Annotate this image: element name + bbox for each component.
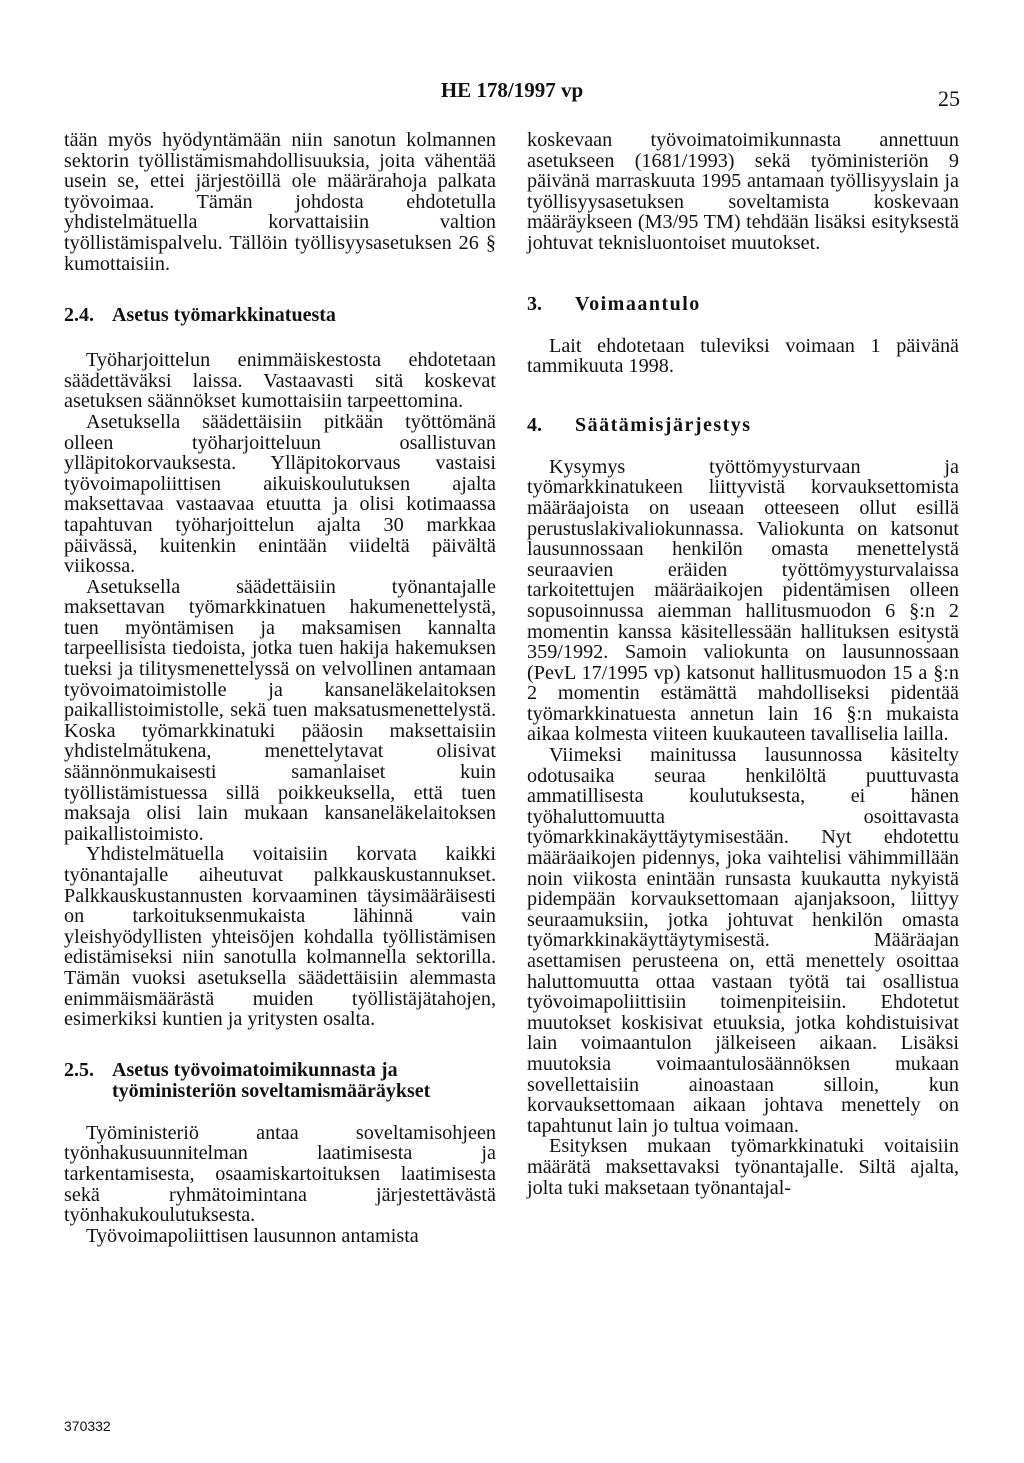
- paragraph: Lait ehdotetaan tuleviksi voimaan 1 päivänä tammikuuta 1998.: [527, 334, 959, 378]
- paragraph: Työministeriö antaa soveltamisohjeen työnhakusuunnitelman laatimisesta ja tarkentamisesta, osaamiskartoituksen laatimisesta sekä ryhmätoimintana järjestettävästä työnhakukoulutuksesta.: [64, 1121, 496, 1227]
- paragraph: Esityksen mukaan työmarkkinatuki voitaisiin määrätä maksettavaksi työnantajalle. Siltä ajalta, jolta tuki maksetaan työnantajal-: [527, 1135, 959, 1199]
- paragraph: Kysymys työttömyysturvaan ja työmarkkinatukeen liittyvistä korvauksettomista määräajoista on useaan otteeseen ollut esillä perustuslakivaliokunnassa. Valiokunta on katsonut lausunnossaan henkilön omasta menettelystä seuraavien eräiden työttömyysturvalaissa tarkoitettujen määräaikojen pidentämisen olleen sopusoinnussa aiemman hallitusmuodon 6 §:n 2 momentin kanssa käsitellessään hallituksen esitystä 359/1992. Samoin valiokunta on lausunnossaan (PevL 17/1995 vp) katsonut hallitusmuodon 15 a §:n 2 momentin estämättä mahdolliseksi pidentää työmarkkinatuesta annetun lain 16 §:n mukaista aikaa kolmesta viiteen kuukauteen tavalliselia lailla.: [527, 455, 959, 746]
- paragraph: tään myös hyödyntämään niin sanotun kolmannen sektorin työllistämismahdollisuuksia, joita vähentää usein se, ettei järjestöillä ole määrärahoja palkata työvoimaa. Tämän johdosta ehdotetulla yhdistelmätuella korvattaisiin valtion työllistämispalvelu. Tällöin työllisyysasetuksen 26 § kumottaisiin.: [64, 129, 496, 275]
- paragraph: koskevaan työvoimatoimikunnasta annettuun asetukseen (1681/1993) sekä työministeriön 9 päivänä marraskuuta 1995 antamaan työllisyyslain ja työllisyysasetuksen soveltamista koskevaan määräykseen (M3/95 TM) tehdään lisäksi esityksestä johtuvat teknisluontoiset muutokset.: [527, 129, 959, 254]
- section-title: Asetus työvoimatoimikunnasta ja työministeriön soveltamismääräykset: [112, 1058, 431, 1102]
- paragraph: Työharjoittelun enimmäiskestosta ehdotetaan säädettäväksi laissa. Vastaavasti sitä koskevat asetuksen säännökset kumottaisiin tarpeettomina.: [64, 349, 496, 413]
- section-number: 3.: [527, 292, 542, 315]
- right-column: [527, 130, 959, 1198]
- paragraph: Yhdistelmätuella voitaisiin korvata kaikki työnantajalle aiheutuvat palkkauskustannukset. Palkkauskustannusten korvaaminen täysimääräisesti on tarkoituksenmukaista lähinnä vain yleishyödyllisten yhteisöjen kohdalla työllistämisen edistämiseksi niin sanotulla kolmannella sektorilla. Tämän vuoksi asetuksella säädettäisiin alemmasta enimmäismäärästä muiden työllistäjätahojen, esimerkiksi kuntien ja yritysten osalta.: [64, 843, 496, 1031]
- section-number: 4.: [527, 413, 542, 436]
- section-number: 2.5.: [64, 1058, 94, 1081]
- section-heading-3: [527, 294, 959, 315]
- paragraph: Asetuksella säädettäisiin työnantajalle maksettavan työmarkkinatuen hakumenettelystä, tuen myöntämisen ja maksamisen kannalta tarpeellisista tiedoista, jotka tuen hakija hakemuksen tueksi ja tilitysmenettelyssä on velvollinen antamaan työvoimatoimistolle ja kansaneläkelaitoksen paikallistoimistolle, sekä tuen maksatusmenettelystä. Koska työmarkkinatuki pääosin maksettaisiin yhdistelmätukena, menettelytavat olisivat säännönmukaisesti samanlaiset kuin työllistämistuessa sillä poikkeuksella, että tuen maksaja olisi lain mukaan kansaneläkelaitoksen paikallistoimisto.: [64, 575, 496, 845]
- left-column: [64, 130, 496, 1246]
- paragraph: Työvoimapoliittisen lausunnon antamista: [86, 1224, 419, 1247]
- section-title: Voimaantulo: [575, 292, 701, 315]
- page-header: [0, 78, 1024, 111]
- section-heading-2-4: [64, 305, 496, 326]
- section-number: 2.4.: [64, 304, 94, 327]
- document-id: HE 178/1997 vp: [440, 78, 584, 102]
- section-title: Säätämisjärjestys: [575, 413, 752, 436]
- page-number: 25: [938, 86, 960, 111]
- paragraph: Viimeksi mainitussa lausunnossa käsitelty odotusaika seuraa henkilöltä puuttuvasta ammatillisesta koulutuksesta, ei hänen työhaluttomuutta osoittavasta työmarkkinakäyttäytymisestään. Nyt ehdotettu määräaikojen pidennys, joka vaihtelisi vähimmillään noin viikosta enintään runsasta kuukautta nykyistä pidempään korvauksettomaan ajanjaksoon, liittyy seuraamuksiin, jotka johtuvat henkilön omasta työmarkkinakäyttäytymisestä. Määräajan asettamisen perusteena on, että menettely osoittaa haluttomuutta ottaa vastaan työtä tai osallistua työvoimapoliittisiin toimenpiteisiin. Ehdotetut muutokset koskisivat etuuksia, jotka kohdistuisivat lain voimaantulon jälkeiseen aikaan. Lisäksi muutoksia voimaantulosäännöksen mukaan sovellettaisiin ainoastaan silloin, kun korvauksettomaan aikaan johtava menettely on tapahtunut lain jo tultua voimaan.: [527, 744, 959, 1137]
- footer-code: 370332: [64, 1418, 111, 1434]
- paragraph: Asetuksella säädettäisiin pitkään työttömänä olleen työharjoitteluun osallistuvan ylläpitokorvauksesta. Ylläpitokorvaus vastaisi työvoimapoliittisen aikuiskoulutuksen ajalta maksettavaa vastaavaa etuutta ja olisi kotimaassa tapahtuvan työharjoittelun ajalta 30 markkaa päivässä, kuitenkin enintään viideltä päivältä viikossa.: [64, 410, 496, 578]
- section-heading-4: [527, 415, 959, 436]
- section-heading-2-5: [64, 1060, 496, 1102]
- section-title: Asetus työmarkkinatuesta: [112, 304, 336, 327]
